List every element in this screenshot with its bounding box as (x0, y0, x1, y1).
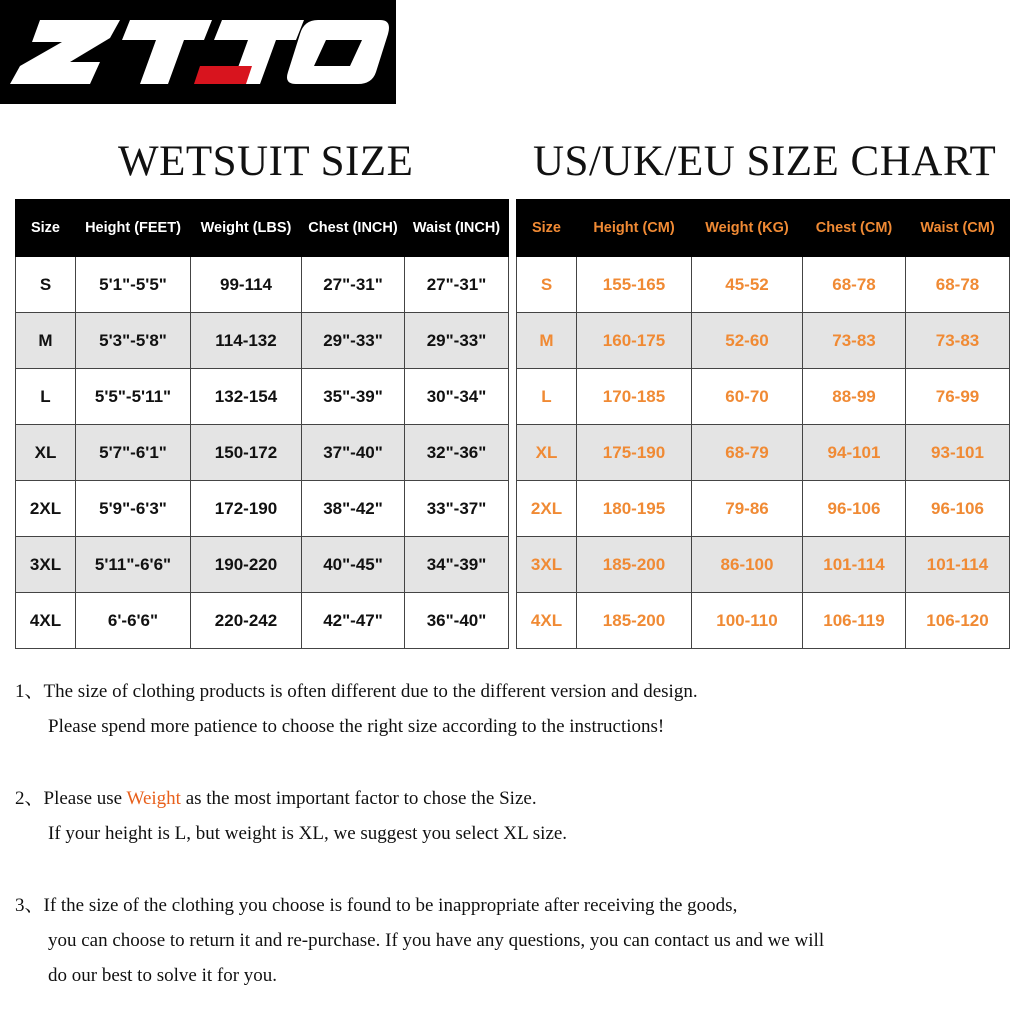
table-cell: 150-172 (191, 425, 302, 481)
table-cell: 34"-39" (405, 537, 509, 593)
table-row (517, 257, 1010, 313)
table-cell: 45-52 (692, 257, 803, 313)
table-cell: 101-114 (803, 537, 906, 593)
table-cell: 106-119 (803, 593, 906, 649)
table-cell: 68-78 (803, 257, 906, 313)
table-cell: 29"-33" (405, 313, 509, 369)
table-cell: 5'7"-6'1" (76, 425, 191, 481)
column-header: Waist (CM) (906, 200, 1010, 257)
table-cell: 175-190 (577, 425, 692, 481)
table-cell: 96-106 (803, 481, 906, 537)
table-cell: 170-185 (577, 369, 692, 425)
table-row (517, 313, 1010, 369)
table-row (16, 481, 509, 537)
table-cell: 180-195 (577, 481, 692, 537)
wetsuit-size-heading: WETSUIT SIZE (118, 138, 414, 185)
table-row (517, 481, 1010, 537)
metric-size-table (516, 199, 1010, 649)
table-cell: 3XL (517, 537, 577, 593)
table-cell: S (517, 257, 577, 313)
table-cell: 52-60 (692, 313, 803, 369)
note-line: 3、If the size of the clothing you choose is found to be inappropriate after receiving the goods, (15, 895, 738, 916)
table-cell: 68-79 (692, 425, 803, 481)
table-row (16, 425, 509, 481)
table-cell: 68-78 (906, 257, 1010, 313)
us-size-table (15, 199, 509, 649)
table-cell: 60-70 (692, 369, 803, 425)
column-header: Chest (CM) (803, 200, 906, 257)
table-cell: 32"-36" (405, 425, 509, 481)
table-cell: 4XL (517, 593, 577, 649)
note-line: If your height is L, but weight is XL, we suggest you select XL size. (48, 823, 568, 844)
table-row (517, 593, 1010, 649)
column-header: Weight (KG) (692, 200, 803, 257)
note-line: do our best to solve it for you. (48, 965, 278, 986)
table-cell: 27"-31" (302, 257, 405, 313)
table-cell: 190-220 (191, 537, 302, 593)
note-3 (15, 888, 1015, 993)
table-cell: L (517, 369, 577, 425)
table-row (16, 257, 509, 313)
table-cell: 86-100 (692, 537, 803, 593)
table-row (16, 369, 509, 425)
table-cell: 73-83 (906, 313, 1010, 369)
table-cell: 93-101 (906, 425, 1010, 481)
size-chart-heading: US/UK/EU SIZE CHART (533, 138, 997, 185)
note-text: as the most important factor to chose the Size. (180, 788, 537, 809)
column-header: Chest (INCH) (302, 200, 405, 257)
column-header: Size (16, 200, 76, 257)
table-cell: 79-86 (692, 481, 803, 537)
table-cell: 88-99 (803, 369, 906, 425)
note-1 (15, 674, 1015, 744)
brand-logo (0, 0, 396, 104)
table-cell: 172-190 (191, 481, 302, 537)
table-cell: 35"-39" (302, 369, 405, 425)
table-cell: 3XL (16, 537, 76, 593)
table-cell: 114-132 (191, 313, 302, 369)
table-cell: XL (517, 425, 577, 481)
column-header: Waist (INCH) (405, 200, 509, 257)
table-row (16, 593, 509, 649)
column-header: Height (FEET) (76, 200, 191, 257)
table-cell: 30"-34" (405, 369, 509, 425)
column-header: Size (517, 200, 577, 257)
table-header-row (517, 200, 1010, 257)
column-header: Height (CM) (577, 200, 692, 257)
table-cell: 5'1"-5'5" (76, 257, 191, 313)
table-row (16, 537, 509, 593)
table-cell: 36"-40" (405, 593, 509, 649)
note-line: Please spend more patience to choose the right size according to the instructions! (48, 716, 665, 737)
column-header: Weight (LBS) (191, 200, 302, 257)
table-cell: 37"-40" (302, 425, 405, 481)
note-2 (15, 781, 1015, 851)
table-cell: 2XL (517, 481, 577, 537)
table-cell: 29"-33" (302, 313, 405, 369)
table-cell: XL (16, 425, 76, 481)
table-cell: 94-101 (803, 425, 906, 481)
table-cell: 185-200 (577, 537, 692, 593)
table-row (517, 537, 1010, 593)
table-cell: 99-114 (191, 257, 302, 313)
table-cell: 5'11"-6'6" (76, 537, 191, 593)
table-cell: 27"-31" (405, 257, 509, 313)
table-cell: M (16, 313, 76, 369)
table-cell: 76-99 (906, 369, 1010, 425)
table-cell: 40"-45" (302, 537, 405, 593)
table-cell: S (16, 257, 76, 313)
table-cell: 38"-42" (302, 481, 405, 537)
table-cell: 155-165 (577, 257, 692, 313)
table-cell: 2XL (16, 481, 76, 537)
weight-highlight: Weight (126, 788, 181, 809)
table-row (16, 313, 509, 369)
table-row (517, 369, 1010, 425)
table-cell: 160-175 (577, 313, 692, 369)
table-cell: 5'9"-6'3" (76, 481, 191, 537)
table-cell: 106-120 (906, 593, 1010, 649)
table-cell: 73-83 (803, 313, 906, 369)
table-cell: 33"-37" (405, 481, 509, 537)
note-text: 2、Please use (15, 788, 127, 809)
table-cell: 220-242 (191, 593, 302, 649)
table-cell: 132-154 (191, 369, 302, 425)
size-notes (15, 674, 1015, 993)
note-line: you can choose to return it and re-purchase. If you have any questions, you can contact us and we will (48, 930, 825, 951)
note-line: 1、The size of clothing products is often different due to the different version and design. (15, 681, 698, 702)
table-cell: 42"-47" (302, 593, 405, 649)
table-cell: 96-106 (906, 481, 1010, 537)
table-cell: 185-200 (577, 593, 692, 649)
table-header-row (16, 200, 509, 257)
table-cell: 5'5"-5'11" (76, 369, 191, 425)
table-cell: 100-110 (692, 593, 803, 649)
table-row (517, 425, 1010, 481)
table-cell: 101-114 (906, 537, 1010, 593)
table-cell: M (517, 313, 577, 369)
table-cell: 6'-6'6" (76, 593, 191, 649)
note-line (15, 781, 1015, 816)
ztto-logo-icon (0, 0, 396, 104)
table-cell: 5'3"-5'8" (76, 313, 191, 369)
table-cell: L (16, 369, 76, 425)
table-cell: 4XL (16, 593, 76, 649)
